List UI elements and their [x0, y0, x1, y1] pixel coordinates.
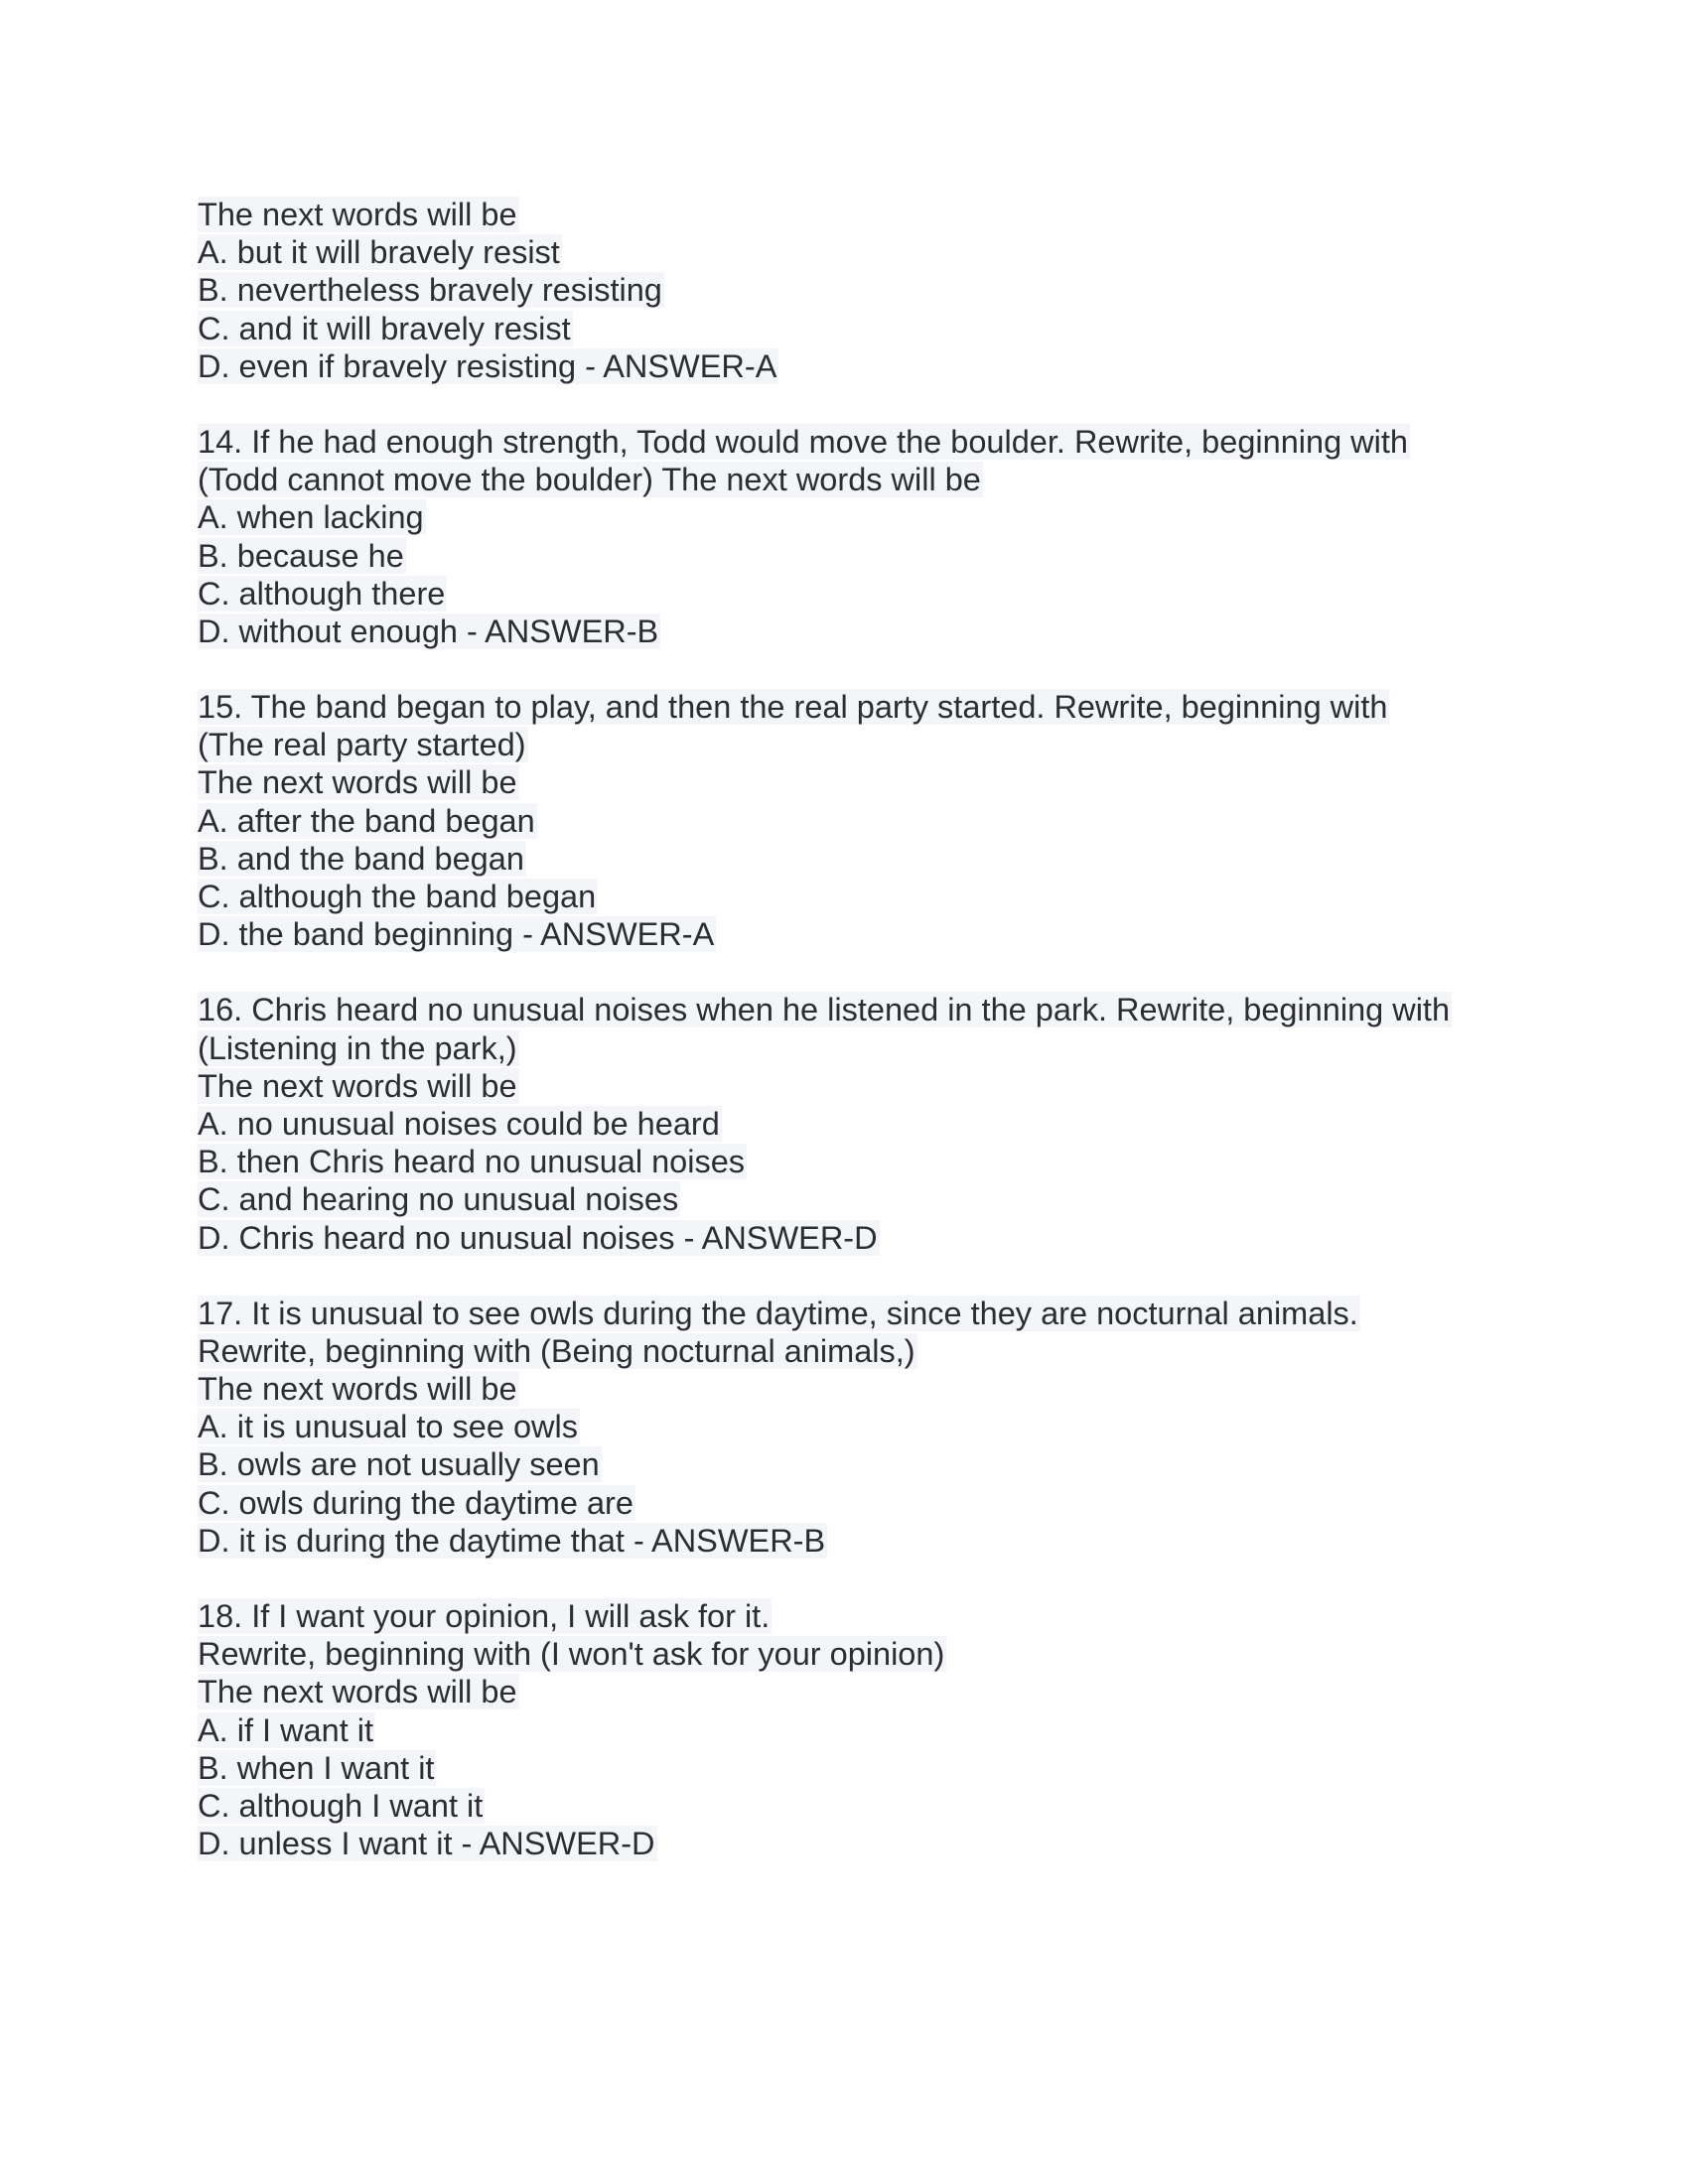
option-b [198, 1445, 1508, 1483]
question-13-continuation [198, 196, 1508, 385]
question-text [198, 763, 1508, 801]
text-run: B. owls are not usually seen [198, 1446, 600, 1483]
option-b [198, 537, 1508, 575]
text-run: Rewrite, beginning with (I won't ask for your opinion) [198, 1636, 945, 1673]
text-run: C. and hearing no unusual noises [198, 1181, 679, 1218]
question-text [198, 1067, 1508, 1105]
text-run: 17. It is unusual to see owls during the daytime, since they are nocturnal animals. [198, 1295, 1358, 1331]
question-text [198, 1332, 1508, 1370]
option-d-answer [198, 1825, 1508, 1862]
option-b [198, 1143, 1508, 1180]
option-c [198, 575, 1508, 613]
question-text [198, 726, 1508, 763]
text-run: A. it is unusual to see owls [198, 1409, 578, 1445]
text-run: A. no unusual noises could be heard [198, 1105, 720, 1142]
question-18 [198, 1597, 1508, 1862]
text-run: The next words will be [198, 1067, 517, 1104]
text-run: B. nevertheless bravely resisting [198, 272, 662, 309]
text-run: C. although I want it [198, 1787, 484, 1824]
text-line [198, 196, 1508, 233]
document-body [198, 196, 1508, 1862]
text-run: D. unless I want it - ANSWER-D [198, 1826, 655, 1862]
text-run: D. Chris heard no unusual noises - ANSWER-D [198, 1219, 878, 1256]
text-run: The next words will be [198, 197, 517, 232]
option-c [198, 1787, 1508, 1825]
option-b [198, 840, 1508, 878]
text-run: C. owls during the daytime are [198, 1484, 633, 1521]
question-text [198, 461, 1508, 498]
option-c [198, 1180, 1508, 1218]
option-d-answer [198, 915, 1508, 953]
option-d-answer [198, 1522, 1508, 1560]
text-run: (Listening in the park,) [198, 1029, 517, 1066]
question-text [198, 1673, 1508, 1710]
option-a [198, 233, 1508, 271]
text-run: B. and the band began [198, 840, 524, 877]
text-run: B. when I want it [198, 1749, 435, 1786]
question-16 [198, 991, 1508, 1256]
question-15 [198, 688, 1508, 953]
question-text [198, 688, 1508, 726]
text-run: D. it is during the daytime that - ANSWER-B [198, 1522, 826, 1559]
question-text [198, 1370, 1508, 1408]
text-run: A. when lacking [198, 499, 424, 536]
option-a [198, 1408, 1508, 1445]
text-run: A. after the band began [198, 802, 535, 839]
text-run: 18. If I want your opinion, I will ask for it. [198, 1598, 771, 1634]
text-run: C. although the band began [198, 879, 597, 914]
text-run: B. because he [198, 537, 404, 574]
text-run: D. even if bravely resisting - ANSWER-A [198, 347, 777, 384]
text-run: A. but it will bravely resist [198, 234, 560, 271]
option-d-answer [198, 613, 1508, 650]
text-run: 14. If he had enough strength, Todd would move the boulder. Rewrite, beginning with [198, 423, 1408, 460]
option-b [198, 1749, 1508, 1787]
text-run: (Todd cannot move the boulder) The next words will be [198, 462, 981, 498]
question-17 [198, 1295, 1508, 1560]
text-run: B. then Chris heard no unusual noises [198, 1144, 746, 1180]
text-run: The next words will be [198, 1674, 517, 1710]
text-run: Rewrite, beginning with (Being nocturnal animals,) [198, 1332, 915, 1369]
text-run: D. without enough - ANSWER-B [198, 613, 659, 649]
option-a [198, 802, 1508, 840]
option-d-answer [198, 1219, 1508, 1257]
option-a [198, 1711, 1508, 1749]
question-text [198, 1295, 1508, 1332]
option-c [198, 1484, 1508, 1522]
text-run: (The real party started) [198, 727, 526, 763]
option-d-answer [198, 347, 1508, 385]
question-text [198, 1635, 1508, 1673]
text-run: 15. The band began to play, and then the real party started. Rewrite, beginning with [198, 689, 1388, 726]
text-run: A. if I want it [198, 1711, 374, 1748]
text-run: C. and it will bravely resist [198, 310, 571, 346]
text-run: C. although there [198, 575, 446, 612]
text-run: 16. Chris heard no unusual noises when he listened in the park. Rewrite, beginning with [198, 992, 1451, 1028]
question-text [198, 1597, 1508, 1635]
option-c [198, 878, 1508, 915]
option-b [198, 271, 1508, 309]
option-c [198, 310, 1508, 347]
question-14 [198, 423, 1508, 650]
question-text [198, 423, 1508, 461]
text-run: D. the band beginning - ANSWER-A [198, 916, 715, 953]
question-text [198, 1029, 1508, 1067]
question-text [198, 991, 1508, 1028]
option-a [198, 1105, 1508, 1143]
option-a [198, 498, 1508, 536]
text-run: The next words will be [198, 1371, 517, 1408]
text-run: The next words will be [198, 764, 517, 801]
